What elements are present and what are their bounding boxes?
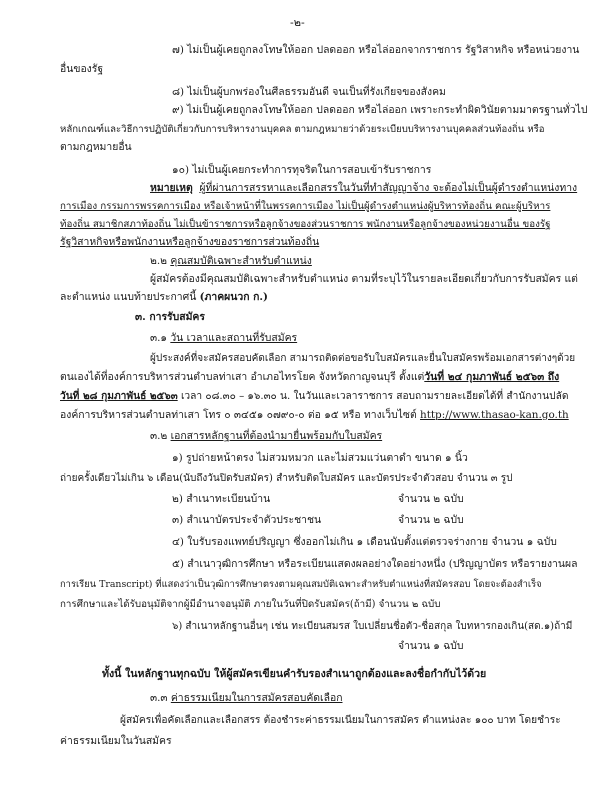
section-3-3-number: ๓.๓	[150, 692, 168, 704]
document-3-count: จำนวน ๒ ฉบับ	[398, 514, 464, 526]
application-end-date: วันที่ ๒๘ กุมภาพันธ์ ๒๕๖๓	[60, 390, 178, 402]
section-3-1-text-2	[60, 371, 559, 384]
document-5: ๕) สำเนาวุฒิการศึกษา หรือระเบียนแสดงผลอย่างใดอย่างหนึ่ง (ปริญญาบัตร หรือรายงานผล	[172, 558, 578, 570]
website-link[interactable]: http://www.thasao-kan.go.th	[420, 409, 569, 421]
qualification-7: ๗) ไม่เป็นผู้เคยถูกลงโทษให้ออก ปลดออก หรือไล่ออกจากราชการ รัฐวิสาหกิจ หรือหน่วยงาน	[172, 44, 580, 56]
section-2-2-text: ผู้สมัครต้องมีคุณสมบัติเฉพาะสำหรับตำแหน่ง ตามที่ระบุไว้ในรายละเอียดเกี่ยวกับการรับสมัคร แต่	[150, 273, 578, 285]
section-2-2-title: คุณสมบัติเฉพาะสำหรับตำแหน่ง	[170, 255, 312, 267]
qualification-8: ๘) ไม่เป็นผู้บกพร่องในศีลธรรมอันดี จนเป็นที่รังเกียจของสังคม	[172, 86, 446, 98]
application-start-date: วันที่ ๒๔ กุมภาพันธ์ ๒๕๖๓ ถึง	[424, 371, 560, 383]
remark-line-1	[150, 182, 577, 195]
section-3-1-number: ๓.๑	[150, 332, 168, 344]
qualification-9-cont-1: หลักเกณฑ์และวิธีการปฏิบัติเกี่ยวกับการบริหารงานบุคคล ตามกฎหมายว่าด้วยระเบียบบริหารงานบุคคลส่วนท้องถิ่น หรือ	[60, 124, 545, 135]
section-3-3-text-cont: ค่าธรรมเนียมในวันสมัคร	[60, 735, 172, 747]
contact-info: องค์การบริหารส่วนตำบลท่าเสา โทร ๐ ๓๔๕๑ ๐๗๙๐-๐ ต่อ ๑๕ หรือ ทางเว็บไซต์	[60, 409, 420, 421]
section-3-3-heading	[150, 692, 343, 705]
remark-line-3: ท้องถิ่น สมาชิกสภาท้องถิ่น ไม่เป็นข้าราชการหรือลูกจ้างของส่วนราชการ พนักงานหรือลูกจ้างของหน่วยงานอื่น ของรัฐ	[60, 219, 551, 230]
section-3-1-title: วัน เวลาและสถานที่รับสมัคร	[170, 332, 298, 344]
document-5-cont-2: การศึกษาและได้รับอนุมัติจากผู้มีอำนาจอนุมัติ ภายในวันที่ปิดรับสมัคร(ถ้ามี) จำนวน ๒ ฉบับ	[60, 599, 441, 610]
qualification-10: ๑๐) ไม่เป็นผู้เคยกระทำการทุจริตในการสอบเข้ารับราชการ	[172, 164, 432, 176]
remark-line-4: รัฐวิสาหกิจหรือพนักงานหรือลูกจ้างของราชการส่วนท้องถิ่น	[60, 236, 320, 248]
section-2-2-text-cont	[60, 291, 268, 304]
section-3-3-text: ผู้สมัครเพื่อคัดเลือกและเลือกสรร ต้องชำระค่าธรรมเนียมในการสมัคร ตำแหน่งละ ๑๐๐ บาท โดยชำระ	[120, 715, 561, 726]
qualification-9: ๙) ไม่เป็นผู้เคยถูกลงโทษให้ออก ปลดออก หรือไล่ออก เพราะกระทำผิดวินัยตามมาตรฐานทั่วไป	[172, 104, 588, 116]
appendix-reference: (ภาคผนวก ก.)	[199, 291, 268, 303]
document-6-count: จำนวน ๑ ฉบับ	[398, 640, 464, 652]
section-3-1-text-4	[60, 409, 569, 422]
document-4: ๔) ใบรับรองแพทย์ปริญญา ซึ่งออกไม่เกิน ๑ เดือนนับตั้งแต่ตรวจร่างกาย จำนวน ๑ ฉบับ	[172, 536, 557, 548]
section-2-2-number: ๒.๒	[150, 255, 168, 267]
document-3: ๓) สำเนาบัตรประจำตัวประชาชน	[172, 514, 322, 526]
section-3-heading: ๓. การรับสมัคร	[135, 311, 205, 323]
section-3-2-title: เอกสารหลักฐานที่ต้องนำมายื่นพร้อมกับใบสมัคร	[170, 430, 383, 442]
document-1-cont: ถ่ายครั้งเดียวไม่เกิน ๖ เดือน(นับถึงวันปิดรับสมัคร) สำหรับติดใบสมัคร และบัตรประจำตัวสอบ จำนวน ๓ รูป	[60, 473, 513, 484]
section-3-1-text-3	[60, 390, 568, 403]
document-5-cont-1: การเรียน Transcript) ที่แสดงว่าเป็นวุฒิการศึกษาตรงตามคุณสมบัติเฉพาะสำหรับตำแหน่งที่สมัครสอบ โดยจะต้องสำเร็จ	[60, 579, 542, 590]
remark-label: หมายเหตุ	[150, 182, 193, 194]
application-location: ตนเองได้ที่องค์การบริหารส่วนตำบลท่าเสา อำเภอไทรโยค จังหวัดกาญจนบุรี ตั้งแต่	[60, 371, 425, 383]
qualification-9-cont-2: ตามกฎหมายอื่น	[60, 141, 132, 153]
section-2-2-suffix: ละตำแหน่ง แนบท้ายประกาศนี้	[60, 291, 197, 303]
document-6: ๖) สำเนาหลักฐานอื่นๆ เช่น ทะเบียนสมรส ใบเปลี่ยนชื่อตัว-ชื่อสกุล ใบทหารกองเกิน(สด.๑)ถ้ามี	[172, 621, 573, 632]
qualification-7-cont: อื่นของรัฐ	[60, 63, 104, 75]
section-3-2-heading	[150, 430, 382, 443]
document-2-count: จำนวน ๒ ฉบับ	[398, 493, 464, 505]
application-hours: เวลา ๐๘.๓๐ – ๑๖.๓๐ น. ในวันและเวลาราชการ สอบถามรายละเอียดได้ที่ สำนักงานปลัด	[177, 391, 569, 402]
document-2: ๒) สำเนาทะเบียนบ้าน	[172, 493, 271, 505]
section-3-1-text: ผู้ประสงค์ที่จะสมัครสอบคัดเลือก สามารถติดต่อขอรับใบสมัครและยื่นใบสมัครพร้อมเอกสารต่างๆด้วย	[150, 353, 576, 364]
section-3-2-number: ๓.๒	[150, 430, 168, 442]
section-2-2-heading	[150, 255, 312, 268]
section-3-3-title: ค่าธรรมเนียมในการสมัครสอบคัดเลือก	[170, 692, 343, 704]
remark-text: ผู้ที่ผ่านการสรรหาและเลือกสรรในวันที่ทำสัญญาจ้าง จะต้องไม่เป็นผู้ดำรงตำแหน่งทาง	[199, 182, 578, 194]
certification-note: ทั้งนี้ ในหลักฐานทุกฉบับ ให้ผู้สมัครเขียนคำรับรองสำเนาถูกต้องและลงชื่อกำกับไว้ด้วย	[102, 668, 487, 680]
remark-line-2: การเมือง กรรมการพรรคการเมือง หรือเจ้าหน้าที่ในพรรคการเมือง ไม่เป็นผู้ดำรงตำแหน่งผู้บริหารท้องถิ่น คณะผู้บริหาร	[60, 201, 551, 212]
section-3-1-heading	[150, 332, 297, 345]
document-1: ๑) รูปถ่ายหน้าตรง ไม่สวมหมวก และไม่สวมแว่นตาดำ ขนาด ๑ นิ้ว	[172, 452, 468, 464]
page-number: -๒-	[290, 16, 305, 29]
